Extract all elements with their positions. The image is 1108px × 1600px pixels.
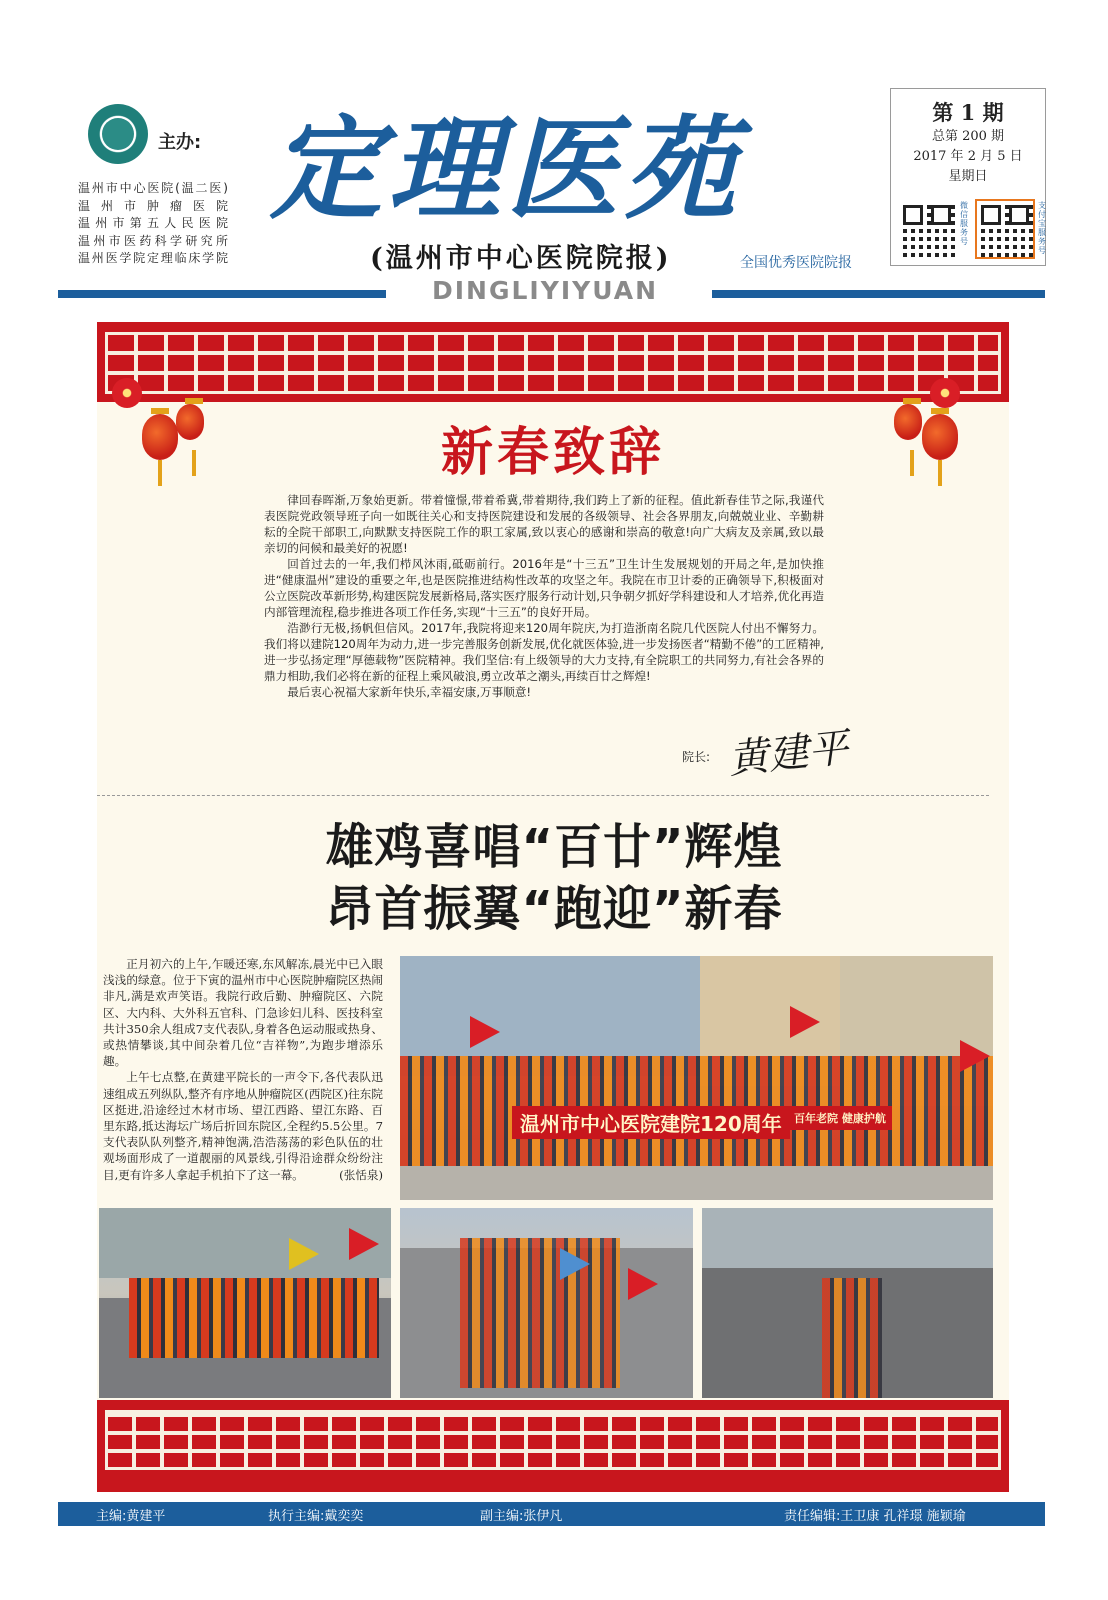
footer-responsible-editors: 责任编辑:王卫康 孔祥璟 施颖瑜 (784, 1509, 966, 1524)
hospital-logo (88, 104, 148, 164)
editorial-footer (58, 1502, 1045, 1526)
greeting-paragraph: 浩渺行无极,扬帆但信风。2017年,我院将迎来120周年院庆,为打造浙南名院几代医院人付出不懈努力。我们将以建院120周年为动力,进一步完善服务创新发展,优化就医体验,进一步发扬医者“精勤不倦”的工匠精神,进一步弘扬定理“厚德载物”医院精神。我们坚信:有上级领导的大力支持,有全院职工的共同努力,有社会各界的鼎力相助,我们必将在新的征程上乘风破浪,勇立改革之潮头,再续百廿之辉煌! (264, 621, 824, 683)
wechat-qr-icon[interactable] (899, 201, 955, 257)
greeting-paragraph: 律回春晖渐,万象始更新。带着憧憬,带着希冀,带着期待,我们跨上了新的征程。值此新春佳节之际,我谨代表医院党政领导班子向一如既往关心和支持医院建设和发展的各级领导、社会各界朋友,向兢兢业业、辛勤耕耘的全院干部职工,向默默支持医院工作的职工家属,致以衷心的感谢和崇高的敬意!向广大病友及亲属,致以最亲切的问候和最美好的祝愿! (264, 493, 824, 555)
host-item: 温州市肿瘤医院 (78, 198, 228, 213)
president-signature: 黄建平 (726, 724, 851, 784)
lantern-icon (922, 414, 958, 460)
footer-deputy-editor: 副主编:张伊凡 (480, 1509, 563, 1524)
lattice-border-bottom (97, 1400, 1009, 1492)
alipay-qr-label: 支付宝服务号 (1038, 201, 1046, 255)
greeting-body (264, 492, 824, 700)
footer-editor-in-chief: 主编:黄建平 (96, 1509, 166, 1524)
masthead-rule-left (58, 290, 386, 298)
photo-banner: 温州市中心医院建院120周年 (512, 1106, 790, 1139)
section-divider (97, 795, 989, 796)
main-photo[interactable] (400, 956, 993, 1200)
wechat-qr-label: 微信服务号 (960, 201, 968, 246)
photo-banner-secondary: 百年老院 健康护航 (788, 1106, 892, 1130)
greeting-paragraph: 回首过去的一年,我们栉风沐雨,砥砺前行。2016年是“十三五”卫生计生发展规划的开局之年,是加快推进“健康温州”建设的重要之年,也是医院推进结构性改革的攻坚之年。我院在市卫计委的正确领导下,积极面对公立医院改革新形势,构建医院发展新格局,落实医疗服务行动计划,只争朝夕抓好学科建设和人才培养,优化再造内部管理流程,稳步推进各项工作任务,实现“十三五”的良好开局。 (264, 557, 824, 619)
feature-story (103, 956, 383, 1183)
newspaper-pinyin: DINGLIYIYUAN (432, 276, 659, 305)
runners-photo[interactable] (99, 1208, 391, 1398)
greeting-title: 新春致辞 (440, 423, 665, 483)
headline-line: 昂首振翼“跑迎”新春 (325, 881, 783, 937)
host-list (78, 180, 228, 268)
signature-label: 院长: (682, 750, 711, 764)
issue-weekday: 星期日 (948, 169, 988, 184)
award-tagline: 全国优秀医院院报 (740, 255, 852, 271)
newspaper-subtitle: (温州市中心医院院报) (370, 243, 672, 274)
issue-info-box (890, 88, 1046, 266)
feature-headline (280, 816, 828, 940)
host-item: 温州市中心医院(温二医) (78, 181, 228, 195)
issue-number: 第 1 期 (932, 100, 1004, 125)
lattice-border-top (97, 322, 1009, 402)
parade-photo[interactable] (400, 1208, 693, 1398)
host-item: 温州市第五人民医院 (78, 216, 228, 230)
lantern-icon (894, 404, 922, 440)
host-label: 主办: (158, 132, 202, 153)
footer-executive-editor: 执行主编:戴奕奕 (268, 1509, 364, 1524)
host-item: 温州市医药科学研究所 (78, 233, 228, 248)
lantern-icon (142, 414, 178, 460)
alipay-qr-icon[interactable] (977, 201, 1033, 257)
issue-date: 2017 年 2 月 5 日 (913, 149, 1023, 164)
plum-blossom-icon (112, 378, 142, 408)
story-paragraph: 上午七点整,在黄建平院长的一声令下,各代表队迅速组成五列纵队,整齐有序地从肿瘤院区(西院区)往东院区挺进,沿途经过木材市场、望江西路、望江东路、百里东路,抵达海坛广场后折回东院区,全程约5.5公里。7支代表队队列整齐,精神饱满,浩浩荡荡的彩色队伍的壮观场面形成了一道靓丽的风景线,引得沿途群众纷纷注目,更有许多人拿起手机拍下了这一幕。 (103, 1070, 383, 1182)
host-item: 温州医学院定理临床学院 (78, 251, 228, 265)
qr-codes (899, 201, 1046, 259)
story-paragraph: 正月初六的上午,乍暖还寒,东风解冻,晨光中已入眼浅浅的绿意。位于下寅的温州市中心医院肿瘤院区热闹非凡,满是欢声笑语。我院行政后勤、肿瘤院区、六院区、大内科、大外科五官科、门急诊妇儿科、医技科室共计350余人组成7支代表队,身着各色运动服或热身、或热情攀谈,其中间杂着几位“吉祥物”,为跑步增添乐趣。 (103, 957, 383, 1069)
aerial-photo[interactable] (702, 1208, 993, 1398)
masthead-rule-right (712, 290, 1045, 298)
greeting-paragraph: 最后衷心祝福大家新年快乐,幸福安康,万事顺意! (287, 685, 532, 699)
issue-total: 总第 200 期 (931, 129, 1005, 144)
newspaper-title: 定理医苑 (270, 104, 742, 235)
story-author: (张恬泉) (339, 1167, 383, 1182)
headline-line: 雄鸡喜唱“百廿”辉煌 (325, 819, 783, 875)
lantern-icon (176, 404, 204, 440)
plum-blossom-icon (930, 378, 960, 408)
